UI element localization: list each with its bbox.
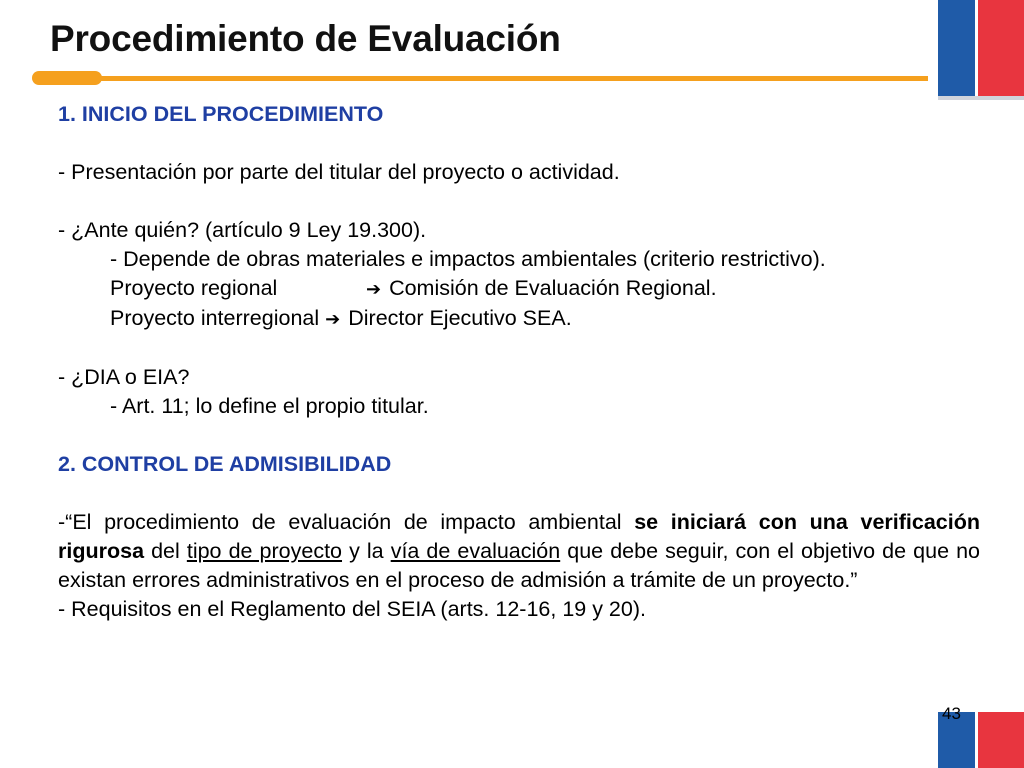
flag-red-stripe — [978, 712, 1024, 768]
slide-content — [58, 100, 980, 624]
section2-heading: 2. CONTROL DE ADMISIBILIDAD — [58, 452, 392, 476]
regional-label: Proyecto regional — [110, 276, 278, 300]
quote-underlined-text: tipo de proyecto — [186, 539, 343, 563]
interregional-row — [58, 304, 980, 334]
spacer — [58, 334, 980, 363]
spacer — [58, 187, 980, 216]
arrow-right-icon: ➔ — [366, 279, 382, 299]
title-accent-bar — [32, 71, 928, 85]
spacer — [58, 479, 980, 508]
interregional-label: Proyecto interregional — [110, 306, 320, 330]
accent-line — [72, 76, 928, 81]
quote-underlined-text: vía de evaluación — [390, 539, 561, 563]
flag-decoration-top — [938, 0, 1024, 96]
presentation-text: - Presentación por parte del titular del proyecto o actividad. — [58, 160, 620, 184]
spacer — [58, 129, 980, 158]
regional-row — [58, 274, 980, 304]
depende-text: - Depende de obras materiales e impactos ambientales (criterio restrictivo). — [110, 247, 826, 271]
regional-target: Comisión de Evaluación Regional. — [389, 276, 717, 300]
page-number: 43 — [942, 704, 961, 723]
quote-text: y la — [342, 539, 391, 563]
admisibilidad-quote — [58, 508, 980, 595]
accent-pill — [32, 71, 102, 85]
requisitos-text: - Requisitos en el Reglamento del SEIA (arts. 12-16, 19 y 20). — [58, 597, 646, 621]
quote-text: -“El procedimiento de evaluación de impacto ambiental — [58, 510, 635, 534]
flag-blue-stripe — [938, 0, 978, 96]
section1-heading: 1. INICIO DEL PROCEDIMIENTO — [58, 102, 384, 126]
dia-eia-text: - ¿DIA o EIA? — [58, 365, 190, 389]
spacer — [58, 421, 980, 450]
page-title: Procedimiento de Evaluación — [50, 18, 561, 59]
flag-red-stripe — [978, 0, 1024, 96]
arrow-right-icon: ➔ — [325, 309, 341, 329]
interregional-target: Director Ejecutivo SEA. — [348, 306, 572, 330]
ante-quien-text: - ¿Ante quién? (artículo 9 Ley 19.300). — [58, 218, 427, 242]
quote-text: del — [144, 539, 187, 563]
art11-text: - Art. 11; lo define el propio titular. — [110, 394, 429, 418]
quote-bold-text: se iniciará con una verificación rigurosa — [58, 510, 980, 563]
quote-text: que debe seguir, con el objetivo de que no existan errores administrativos en el proceso de admisión a trámite de un proyecto.” — [58, 539, 980, 592]
